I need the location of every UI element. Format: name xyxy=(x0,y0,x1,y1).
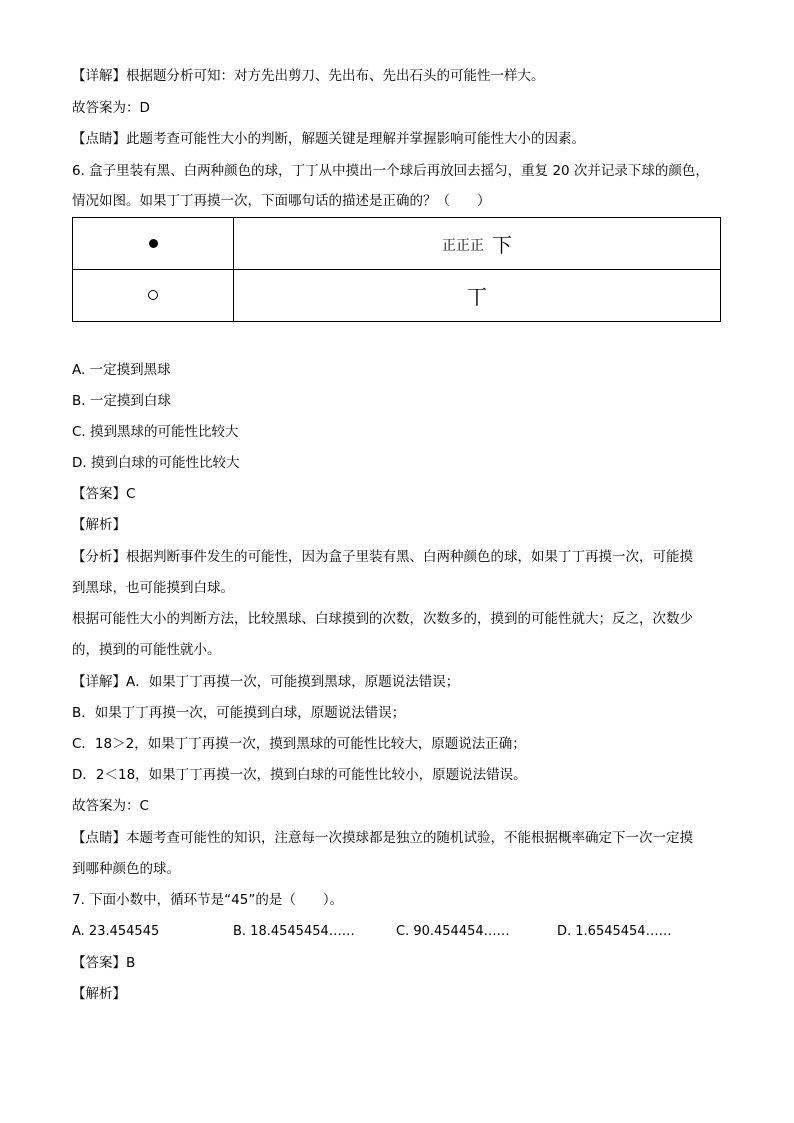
q6-comment-line1: 【点睛】本题考查可能性的知识，注意每一次摸球都是独立的随机试验，不能根据概率确定下一次一定摸 xyxy=(72,830,693,846)
q6-detail-d: D．2＜18，如果丁丁再摸一次，摸到白球的可能性比较小，原题说法错误。 xyxy=(72,767,527,783)
q6-stem-line2: 情况如图。如果丁丁再摸一次，下面哪句话的描述是正确的？（ ） xyxy=(72,193,491,209)
q6-analysis-title: 【解析】 xyxy=(72,517,126,533)
q6-analysis-line3: 根据可能性大小的判断方法，比较黑球、白球摸到的次数，次数多的，摸到的可能性就大；反之，次数少 xyxy=(72,611,693,627)
q7-option-d: D. 1.6545454…… xyxy=(557,924,672,939)
q6-detail-a: 【详解】A．如果丁丁再摸一次，可能摸到黑球，原题说法错误； xyxy=(72,674,460,690)
q6-comment-line2: 到哪种颜色的球。 xyxy=(72,861,180,877)
q7-stem: 7. 下面小数中，循环节是“45”的是（ ）。 xyxy=(72,892,344,908)
q6-analysis-line4: 的，摸到的可能性就小。 xyxy=(72,642,221,658)
symbol-cell xyxy=(73,218,234,270)
q7-answer: 【答案】B xyxy=(72,955,136,971)
q6-detail-b: B．如果丁丁再摸一次，可能摸到白球，原题说法错误； xyxy=(72,705,406,721)
tally-table xyxy=(72,217,721,322)
symbol-cell xyxy=(73,270,234,322)
table-row xyxy=(73,270,721,322)
table-row xyxy=(73,218,721,270)
tally-partial-mark: 丅 xyxy=(467,285,487,309)
q5-answer-line: 故答案为：D xyxy=(72,100,150,116)
tally-cell xyxy=(234,270,721,322)
q7-option-a: A. 23.454545 xyxy=(72,924,160,939)
q6-stem-line1: 6. 盒子里装有黑、白两种颜色的球，丁丁从中摸出一个球后再放回去摇匀，重复 20 次并记录下球的颜色， xyxy=(72,163,709,179)
q6-analysis-line1: 【分析】根据判断事件发生的可能性，因为盒子里装有黑、白两种颜色的球，如果丁丁再摸一次，可能摸 xyxy=(72,549,693,565)
q6-option-b: B. 一定摸到白球 xyxy=(72,393,171,409)
q6-option-d: D. 摸到白球的可能性比较大 xyxy=(72,455,240,471)
q6-answer-line: 故答案为：C xyxy=(72,798,149,814)
q7-option-b: B. 18.4545454…… xyxy=(233,924,355,939)
q5-comment: 【点睛】此题考查可能性大小的判断，解题关键是理解并掌握影响可能性大小的因素。 xyxy=(72,131,585,147)
q6-answer: 【答案】C xyxy=(72,486,136,502)
q6-option-c: C. 摸到黑球的可能性比较大 xyxy=(72,424,239,440)
q7-analysis-title: 【解析】 xyxy=(72,986,126,1002)
white-dot-icon xyxy=(148,290,158,300)
q6-option-a: A. 一定摸到黑球 xyxy=(72,362,171,378)
tally-cell xyxy=(234,218,721,270)
tally-marks: 正正正 xyxy=(442,238,484,254)
q6-analysis-line2: 到黑球，也可能摸到白球。 xyxy=(72,580,234,596)
q7-option-c: C. 90.454454…… xyxy=(396,924,510,939)
q6-detail-c: C．18＞2，如果丁丁再摸一次，摸到黑球的可能性比较大，原题说法正确； xyxy=(72,736,526,752)
tally-partial-mark: 下 xyxy=(492,233,512,257)
q5-detail: 【详解】根据题分析可知：对方先出剪刀、先出布、先出石头的可能性一样大。 xyxy=(72,68,545,84)
black-dot-icon xyxy=(149,239,158,248)
